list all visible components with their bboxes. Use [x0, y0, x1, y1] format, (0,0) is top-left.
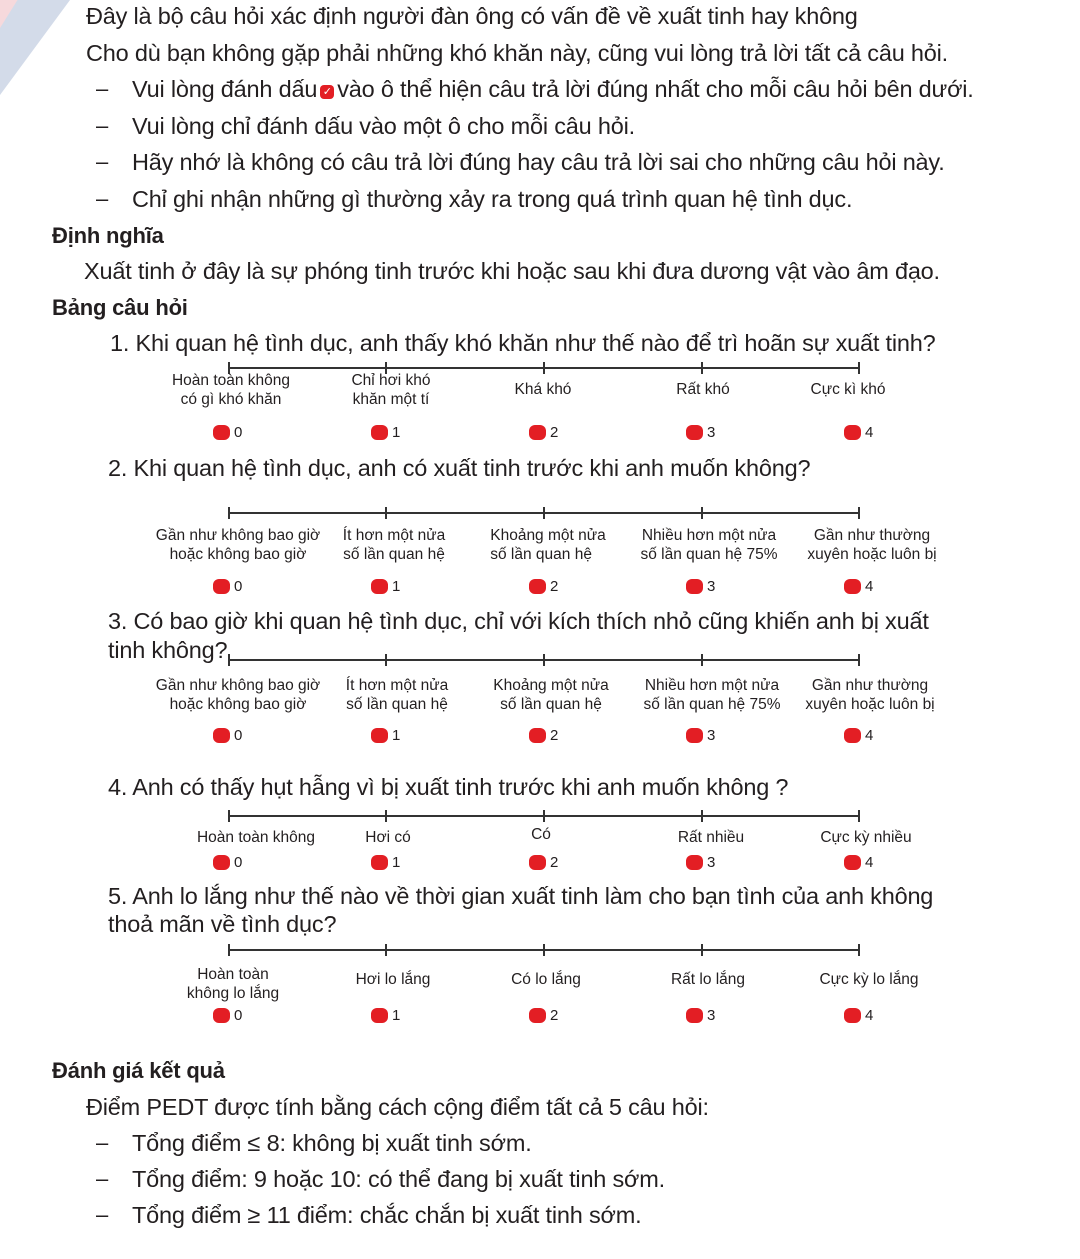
question-1-text: 1. Khi quan hệ tình dục, anh thấy khó khăn như thế nào để trì hoãn sự xuất tinh? [110, 330, 936, 356]
question-1-scale [228, 362, 860, 372]
question-2-radio-1[interactable]: 1 [371, 578, 400, 595]
bullet-text: Vui lòng đánh dấu [132, 76, 318, 102]
question-2-option-2: Khoảng một nửa số lần quan hệ [490, 527, 606, 563]
question-3-radio-1[interactable]: 1 [371, 727, 400, 744]
question-5-option-4: Cực kỳ lo lắng [819, 971, 919, 988]
radio-marker-icon[interactable] [686, 425, 703, 440]
radio-marker-icon[interactable] [686, 855, 703, 870]
question-2-scale [228, 507, 860, 517]
definition-text: Xuất tinh ở đây là sự phóng tinh trước khi hoặc sau khi đưa dương vật vào âm đạo. [84, 258, 940, 284]
radio-marker-icon[interactable] [371, 425, 388, 440]
question-3-radio-0[interactable]: 0 [213, 727, 242, 744]
radio-marker-icon[interactable] [844, 728, 861, 743]
radio-marker-icon[interactable] [371, 728, 388, 743]
question-2-option-4: Gần như thường xuyên hoặc luôn bị [807, 527, 937, 563]
question-1-option-3: Rất khó [676, 381, 730, 398]
question-2-text: 2. Khi quan hệ tình dục, anh có xuất tinh trước khi anh muốn không? [108, 455, 811, 481]
results-heading: Đánh giá kết quả [52, 1058, 225, 1083]
results-item-1: Tổng điểm ≤ 8: không bị xuất tinh sớm. [132, 1130, 532, 1156]
question-4-radio-1[interactable]: 1 [371, 854, 400, 871]
question-5-text-line-2: thoả mãn về tình dục? [108, 911, 337, 937]
intro-line-2: Cho dù bạn không gặp phải những khó khăn này, cũng vui lòng trả lời tất cả câu hỏi. [86, 40, 949, 66]
question-4-scale [228, 810, 860, 820]
question-1-option-0: Hoàn toàn không có gì khó khăn [171, 372, 291, 408]
radio-marker-icon[interactable] [213, 579, 230, 594]
question-1-radio-2[interactable]: 2 [529, 424, 558, 441]
question-1-radio-0[interactable]: 0 [213, 424, 242, 441]
question-2-radio-3[interactable]: 3 [686, 578, 715, 595]
radio-marker-icon[interactable] [844, 1008, 861, 1023]
question-5-radio-1[interactable]: 1 [371, 1007, 400, 1024]
radio-marker-icon[interactable] [213, 855, 230, 870]
question-5-text-line-1: 5. Anh lo lắng như thế nào về thời gian xuất tinh làm cho bạn tình của anh không [108, 883, 934, 909]
results-item-2: Tổng điểm: 9 hoặc 10: có thể đang bị xuất tinh sớm. [132, 1166, 665, 1192]
radio-marker-icon[interactable] [844, 855, 861, 870]
radio-marker-icon[interactable] [371, 855, 388, 870]
question-3-text-line-1: 3. Có bao giờ khi quan hệ tình dục, chỉ với kích thích nhỏ cũng khiến anh bị xuất [108, 608, 929, 634]
radio-marker-icon[interactable] [213, 1008, 230, 1023]
radio-marker-icon[interactable] [844, 425, 861, 440]
question-4-radio-0[interactable]: 0 [213, 854, 242, 871]
results-text: Điểm PEDT được tính bằng cách cộng điểm tất cả 5 câu hỏi: [86, 1094, 709, 1120]
question-3-option-4: Gần như thường xuyên hoặc luôn bị [805, 677, 935, 713]
question-3-radio-3[interactable]: 3 [686, 727, 715, 744]
radio-marker-icon[interactable] [371, 1008, 388, 1023]
question-4-radio-2[interactable]: 2 [529, 854, 558, 871]
question-5-radio-2[interactable]: 2 [529, 1007, 558, 1024]
question-1-option-2: Khá khó [514, 381, 572, 398]
bullet-dash: – [96, 76, 109, 101]
question-1-option-4: Cực kì khó [810, 381, 886, 398]
question-3-radio-4[interactable]: 4 [844, 727, 873, 744]
bullet-dash: – [96, 1130, 109, 1155]
question-3-text-line-2: tinh không? [108, 637, 228, 663]
radio-marker-icon[interactable] [529, 728, 546, 743]
question-3-option-3: Nhiều hơn một nửa số lần quan hệ 75% [643, 677, 781, 713]
question-5-radio-3[interactable]: 3 [686, 1007, 715, 1024]
question-4-option-2: Có [531, 826, 551, 843]
question-1-option-1: Chỉ hơi khó khăn một tí [351, 372, 431, 408]
radio-marker-icon[interactable] [371, 579, 388, 594]
definition-heading: Định nghĩa [52, 223, 164, 248]
results-item-3: Tổng điểm ≥ 11 điểm: chắc chắn bị xuất tinh sớm. [132, 1202, 642, 1228]
question-5-option-2: Có lo lắng [511, 971, 581, 988]
radio-marker-icon[interactable] [213, 728, 230, 743]
question-1-radio-4[interactable]: 4 [844, 424, 873, 441]
radio-marker-icon[interactable] [686, 728, 703, 743]
question-2-option-1: Ít hơn một nửa số lần quan hệ [342, 527, 446, 563]
question-4-text: 4. Anh có thấy hụt hẫng vì bị xuất tinh trước khi anh muốn không ? [108, 774, 789, 800]
bullet-dash: – [96, 1202, 109, 1227]
question-4-option-4: Cực kỳ nhiều [820, 829, 912, 846]
question-5-radio-4[interactable]: 4 [844, 1007, 873, 1024]
question-4-option-0: Hoàn toàn không [196, 829, 316, 846]
bullet-dash: – [96, 113, 109, 138]
questionnaire-heading: Bảng câu hỏi [52, 295, 188, 320]
question-3-option-1: Ít hơn một nửa số lần quan hệ [345, 677, 449, 713]
radio-marker-icon[interactable] [529, 425, 546, 440]
intro-bullet-4: Chỉ ghi nhận những gì thường xảy ra trong quá trình quan hệ tình dục. [132, 186, 853, 212]
question-1-radio-3[interactable]: 3 [686, 424, 715, 441]
question-5-option-0: Hoàn toàn không lo lắng [186, 966, 280, 1002]
question-4-radio-3[interactable]: 3 [686, 854, 715, 871]
question-3-scale [228, 654, 860, 664]
bullet-dash: – [96, 1166, 109, 1191]
question-5-radio-0[interactable]: 0 [213, 1007, 242, 1024]
intro-bullet-3: Hãy nhớ là không có câu trả lời đúng hay câu trả lời sai cho những câu hỏi này. [132, 149, 945, 175]
question-1-radio-1[interactable]: 1 [371, 424, 400, 441]
question-2-option-0: Gần như không bao giờ hoặc không bao giờ [155, 527, 321, 563]
question-3-option-2: Khoảng một nửa số lần quan hệ [493, 677, 609, 713]
bullet-dash: – [96, 186, 109, 211]
question-2-radio-4[interactable]: 4 [844, 578, 873, 595]
radio-marker-icon[interactable] [686, 1008, 703, 1023]
bullet-text: vào ô thể hiện câu trả lời đúng nhất cho mỗi câu hỏi bên dưới. [337, 76, 974, 102]
question-4-option-3: Rất nhiều [677, 829, 745, 846]
intro-line-1: Đây là bộ câu hỏi xác định người đàn ông có vấn đề về xuất tinh hay không [86, 3, 858, 29]
question-3-option-0: Gần như không bao giờ hoặc không bao giờ [155, 677, 321, 713]
question-5-option-1: Hơi lo lắng [355, 971, 431, 988]
question-2-option-3: Nhiều hơn một nửa số lần quan hệ 75% [640, 527, 778, 563]
radio-marker-icon[interactable] [213, 425, 230, 440]
question-2-radio-2[interactable]: 2 [529, 578, 558, 595]
question-4-option-1: Hơi có [365, 829, 411, 846]
intro-bullet-2: Vui lòng chỉ đánh dấu vào một ô cho mỗi câu hỏi. [132, 113, 635, 139]
radio-marker-icon[interactable] [529, 1008, 546, 1023]
question-4-radio-4[interactable]: 4 [844, 854, 873, 871]
question-2-radio-0[interactable]: 0 [213, 578, 242, 595]
radio-marker-icon[interactable] [529, 579, 546, 594]
bullet-dash: – [96, 149, 109, 174]
question-5-option-3: Rất lo lắng [670, 971, 746, 988]
intro-bullet-1 [132, 76, 974, 103]
corner-decoration-blue [0, 0, 70, 95]
radio-marker-icon[interactable] [844, 579, 861, 594]
radio-marker-icon[interactable] [686, 579, 703, 594]
checkmark-icon: ✓ [320, 85, 334, 99]
radio-marker-icon[interactable] [529, 855, 546, 870]
question-3-radio-2[interactable]: 2 [529, 727, 558, 744]
question-5-scale [228, 944, 860, 954]
